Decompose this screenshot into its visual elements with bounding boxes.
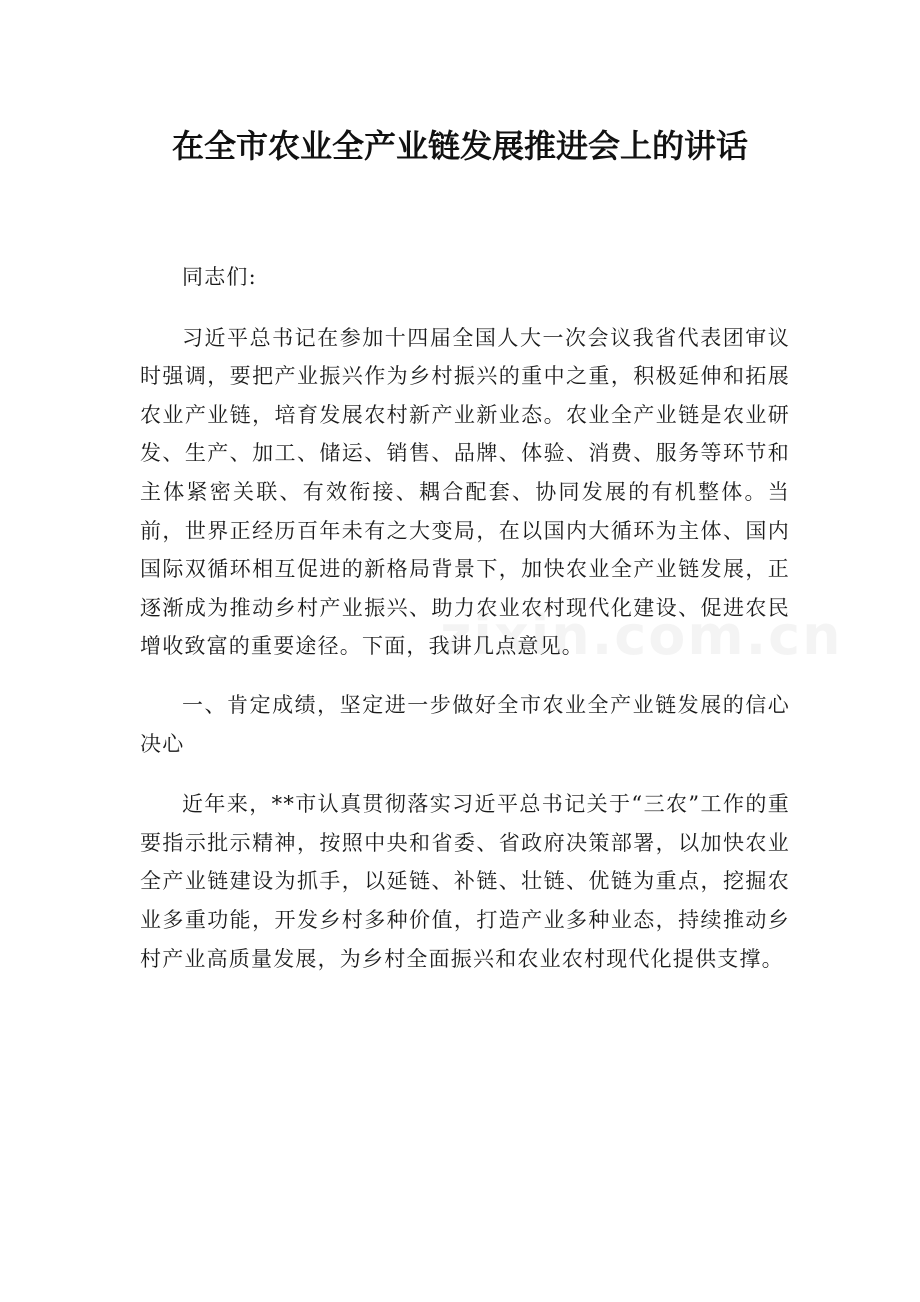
document-body (140, 258, 790, 998)
body-paragraph: 近年来，**市认真贯彻落实习近平总书记关于“三农”工作的重要指示批示精神，按照中央和省委、省政府决策部署，以加快农业全产业链建设为抓手，以延链、补链、壮链、优链为重点，挖掘农业多重功能，开发乡村多种价值，打造产业多种业态，持续推动乡村产业高质量发展，为乡村全面振兴和农业农村现代化提供支撑。 (140, 792, 790, 971)
salutation-paragraph: 同志们: (182, 265, 257, 289)
document-title: 在全市农业全产业链发展推进会上的讲话 (171, 127, 748, 165)
intro-paragraph: 习近平总书记在参加十四届全国人大一次会议我省代表团审议时强调，要把产业振兴作为乡村振兴的重中之重，积极延伸和拓展农业产业链，培育发展农村新产业新业态。农业全产业链是农业研发、生产、加工、储运、销售、品牌、体验、消费、服务等环节和主体紧密关联、有效衔接、耦合配套、协同发展的有机整体。当前，世界正经历百年未有之大变局，在以国内大循环为主体、国内国际双循环相互促进的新格局背景下，加快农业全产业链发展，正逐渐成为推动乡村产业振兴、助力农业农村现代化建设、促进农民增收致富的重要途径。下面，我讲几点意见。 (140, 325, 790, 659)
section-heading: 一、肯定成绩，坚定进一步做好全市农业全产业链发展的信心决心 (140, 692, 790, 756)
